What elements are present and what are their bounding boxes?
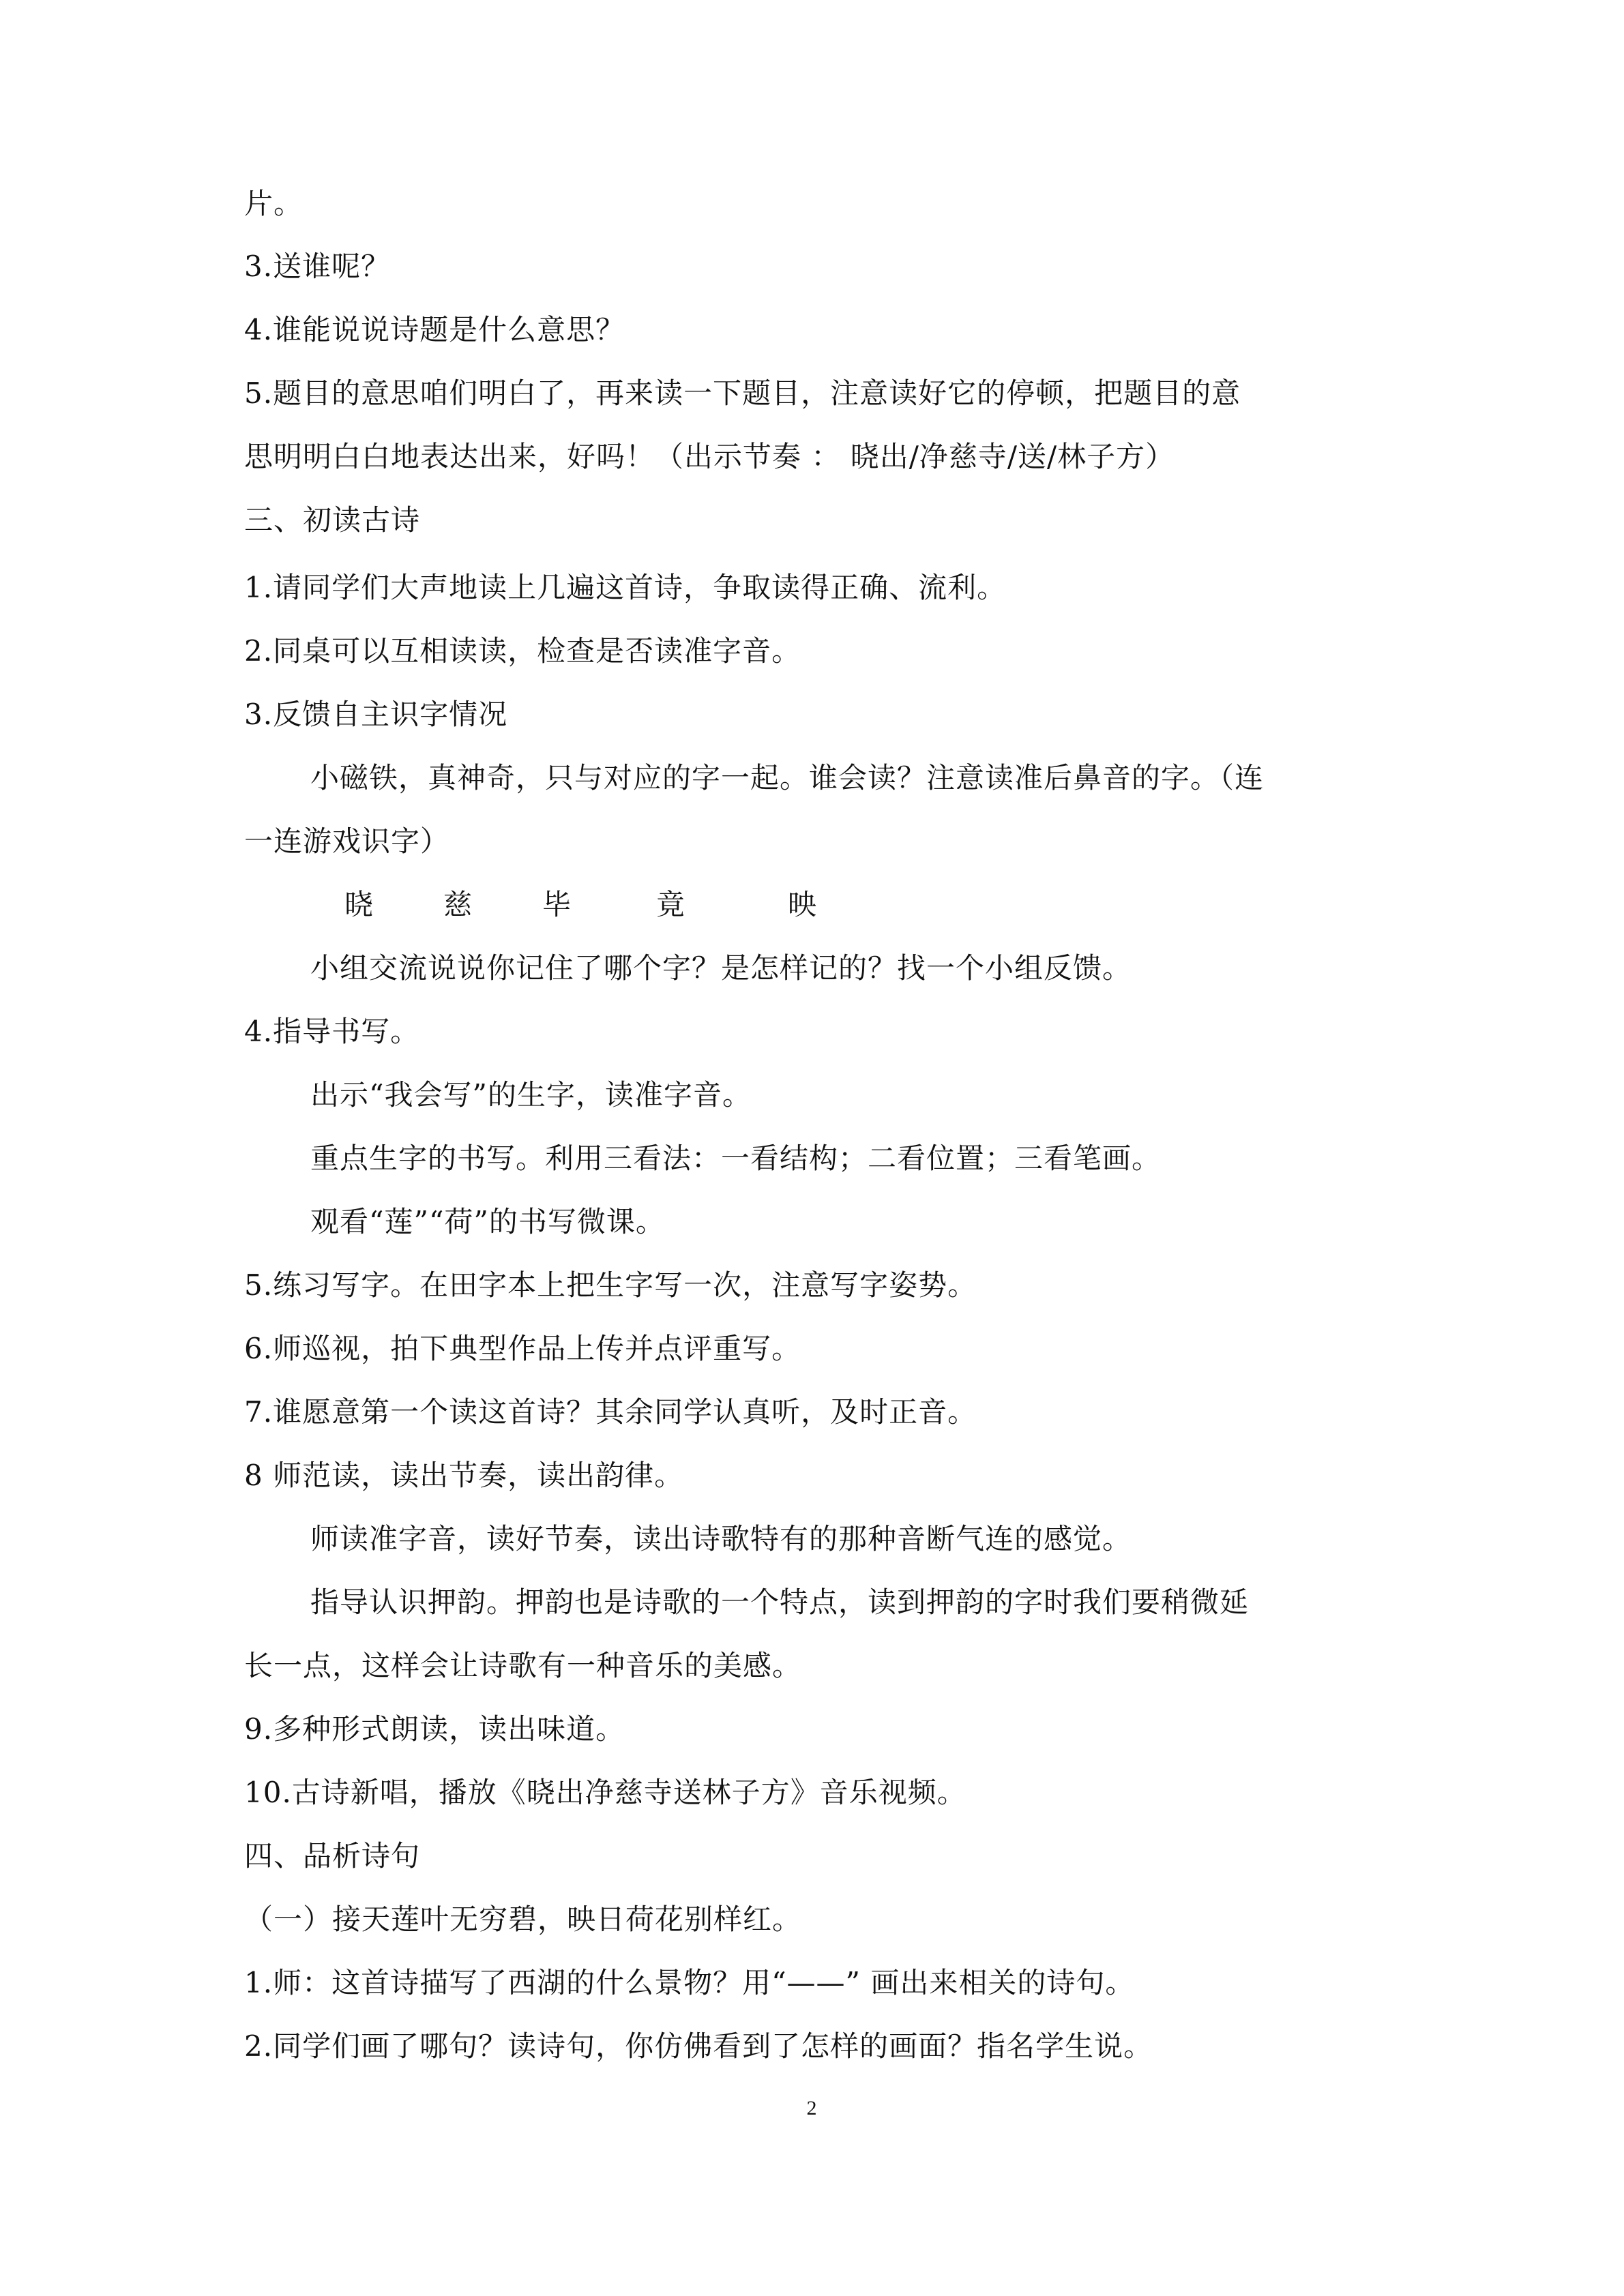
text-line: 2.同桌可以互相读读，检查是否读准字音。 [244, 634, 801, 668]
section-heading: 三、初读古诗 [244, 503, 421, 537]
text-line: 小组交流说说你记住了哪个字？是怎样记的？找一个小组反馈。 [310, 951, 1132, 985]
text-line: 3.送谁呢？ [244, 250, 391, 283]
text-line: 一连游戏识字） [244, 824, 450, 858]
text-line: 片。 [244, 187, 304, 220]
text-line: 7.谁愿意第一个读这首诗？其余同学认真听，及时正音。 [244, 1395, 977, 1429]
text-line: 出示“我会写”的生字，读准字音。 [310, 1078, 752, 1112]
text-line: （一）接天莲叶无穷碧，映日荷花别样红。 [244, 1903, 802, 1936]
character: 竟 [656, 888, 685, 921]
text-line: 5.练习写字。在田字本上把生字写一次，注意写字姿势。 [244, 1268, 977, 1302]
text-line: 2.同学们画了哪句？读诗句，你仿佛看到了怎样的画面？指名学生说。 [244, 2029, 1153, 2063]
text-line: 长一点，这样会让诗歌有一种音乐的美感。 [244, 1649, 802, 1682]
text-line: 思明明白白地表达出来，好吗！（出示节奏 ： 晓出/净慈寺/送/林子方） [244, 440, 1175, 473]
text-line: 4.谁能说说诗题是什么意思？ [244, 313, 625, 346]
text-line: 6.师巡视，拍下典型作品上传并点评重写。 [244, 1332, 801, 1365]
text-line: 1.请同学们大声地读上几遍这首诗，争取读得正确、流利。 [244, 571, 1007, 604]
text-line: 3.反馈自主识字情况 [244, 698, 508, 731]
text-line: 重点生字的书写。利用三看法：一看结构；二看位置；三看笔画。 [310, 1142, 1162, 1175]
character: 毕 [542, 888, 572, 921]
text-line: 小磁铁，真神奇，只与对应的字一起。谁会读？注意读准后鼻音的字。（连 [310, 761, 1265, 794]
text-line: 8 师范读，读出节奏，读出韵律。 [244, 1459, 684, 1492]
page-number: 2 [806, 2097, 817, 2119]
text-line: 10.古诗新唱，播放《晓出净慈寺送林子方》音乐视频。 [244, 1776, 966, 1809]
text-line: 1.师：这首诗描写了西湖的什么景物？用“——” 画出来相关的诗句。 [244, 1966, 1135, 1999]
character: 慈 [443, 888, 473, 921]
text-line: 4.指导书写。 [244, 1015, 420, 1048]
section-heading: 四、品析诗句 [244, 1839, 421, 1873]
character: 晓 [344, 888, 374, 921]
text-line: 观看“莲”“荷”的书写微课。 [310, 1205, 665, 1238]
text-line: 师读准字音，读好节奏，读出诗歌特有的那种音断气连的感觉。 [310, 1522, 1132, 1555]
text-line: 指导认识押韵。押韵也是诗歌的一个特点，读到押韵的字时我们要稍微延 [310, 1585, 1250, 1619]
text-line: 9.多种形式朗读，读出味道。 [244, 1712, 625, 1746]
text-line: 5.题目的意思咱们明白了，再来读一下题目，注意读好它的停顿，把题目的意 [244, 376, 1241, 410]
character: 映 [788, 888, 817, 921]
